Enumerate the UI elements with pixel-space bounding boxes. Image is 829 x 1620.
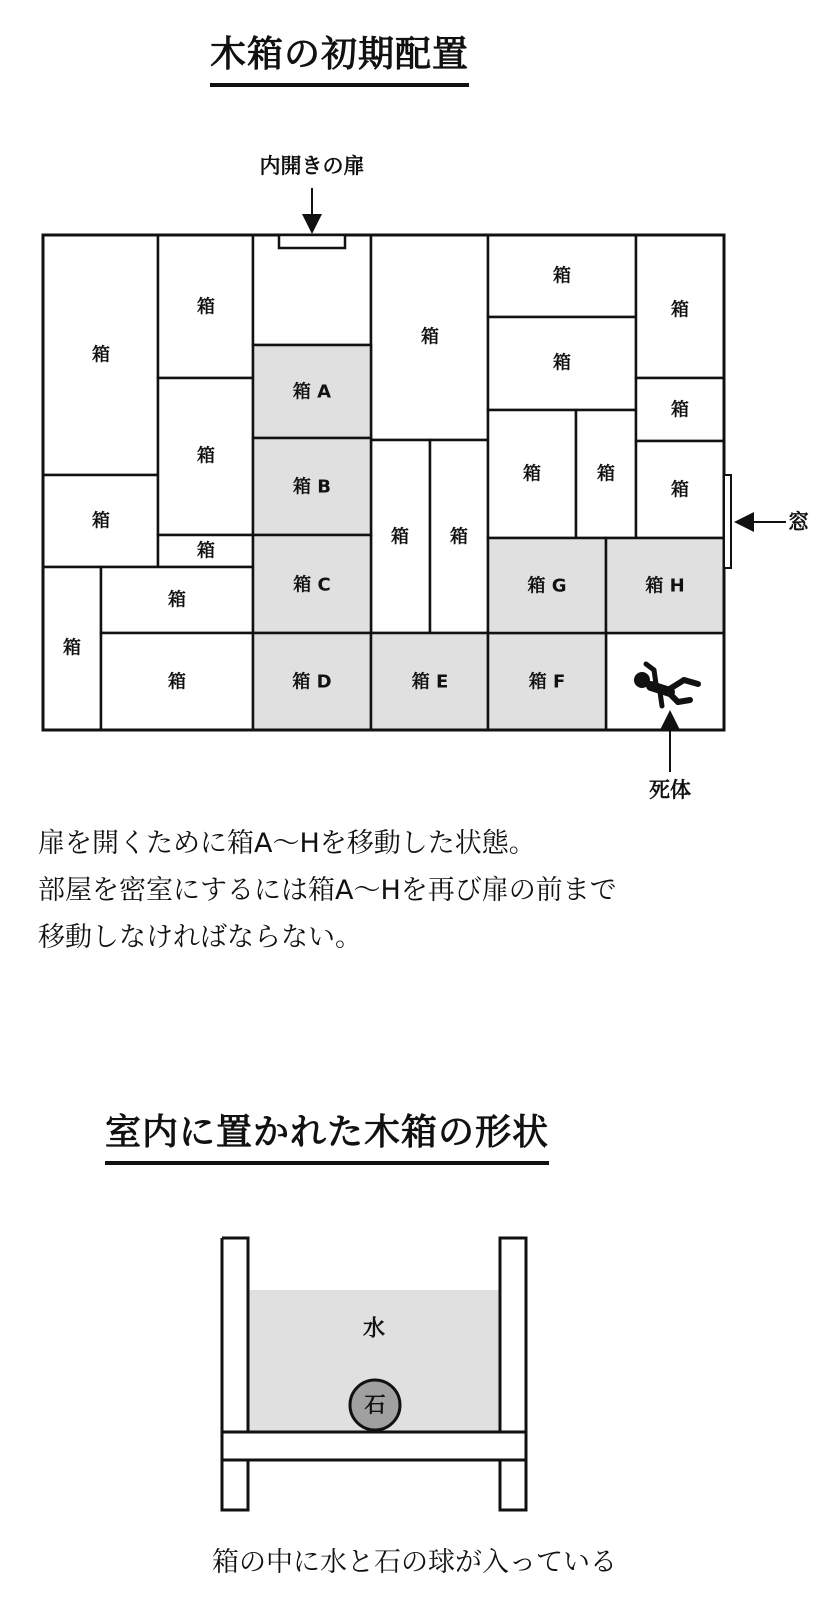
box-label: 箱 [450, 526, 468, 548]
paragraph-line: 移動しなければならない。 [38, 922, 362, 953]
body-space [606, 633, 724, 730]
box-label: 箱 [523, 463, 541, 485]
box-g-label: 箱 G [527, 575, 567, 597]
box-label: 箱 [553, 352, 571, 374]
box-label: 箱 [92, 510, 110, 532]
door-space [253, 235, 371, 345]
box-label: 箱 [168, 589, 186, 611]
shape-caption: 箱の中に水と石の球が入っている [212, 1547, 617, 1578]
door [279, 235, 345, 248]
water-label: 水 [362, 1316, 386, 1342]
box-label: 箱 [92, 344, 110, 366]
box-c-label: 箱 C [293, 574, 331, 596]
window [724, 475, 731, 568]
box-label: 箱 [391, 526, 409, 548]
box-label: 箱 [197, 296, 215, 318]
box-label: 箱 [671, 299, 689, 321]
box-d-label: 箱 D [292, 671, 332, 693]
body-label: 死体 [649, 778, 691, 802]
box-f-label: 箱 F [528, 671, 566, 693]
explanation-paragraph [38, 820, 617, 961]
box-label: 箱 [197, 445, 215, 467]
box-label: 箱 [421, 326, 439, 348]
box-e-label: 箱 E [411, 671, 449, 693]
box-label: 箱 [671, 399, 689, 421]
box-label: 箱 [63, 637, 81, 659]
paragraph-line: 部屋を密室にするには箱A〜Hを再び扉の前まで [38, 875, 617, 906]
box-b-label: 箱 B [293, 476, 331, 498]
stone-label: 石 [364, 1393, 386, 1417]
window-label: 窓 [788, 510, 809, 534]
box-a-label: 箱 A [292, 381, 332, 403]
box-label: 箱 [597, 463, 615, 485]
paragraph-line: 扉を開くために箱A〜Hを移動した状態。 [38, 828, 536, 859]
box-label: 箱 [168, 671, 186, 693]
shape-title: 室内に置かれた木箱の形状 [105, 1104, 549, 1165]
box-h-label: 箱 H [645, 575, 685, 597]
box-label: 箱 [197, 540, 215, 562]
layout-title: 木箱の初期配置 [210, 26, 469, 87]
door-label: 内開きの扉 [259, 154, 365, 178]
box-label: 箱 [671, 479, 689, 501]
box-label: 箱 [553, 265, 571, 287]
